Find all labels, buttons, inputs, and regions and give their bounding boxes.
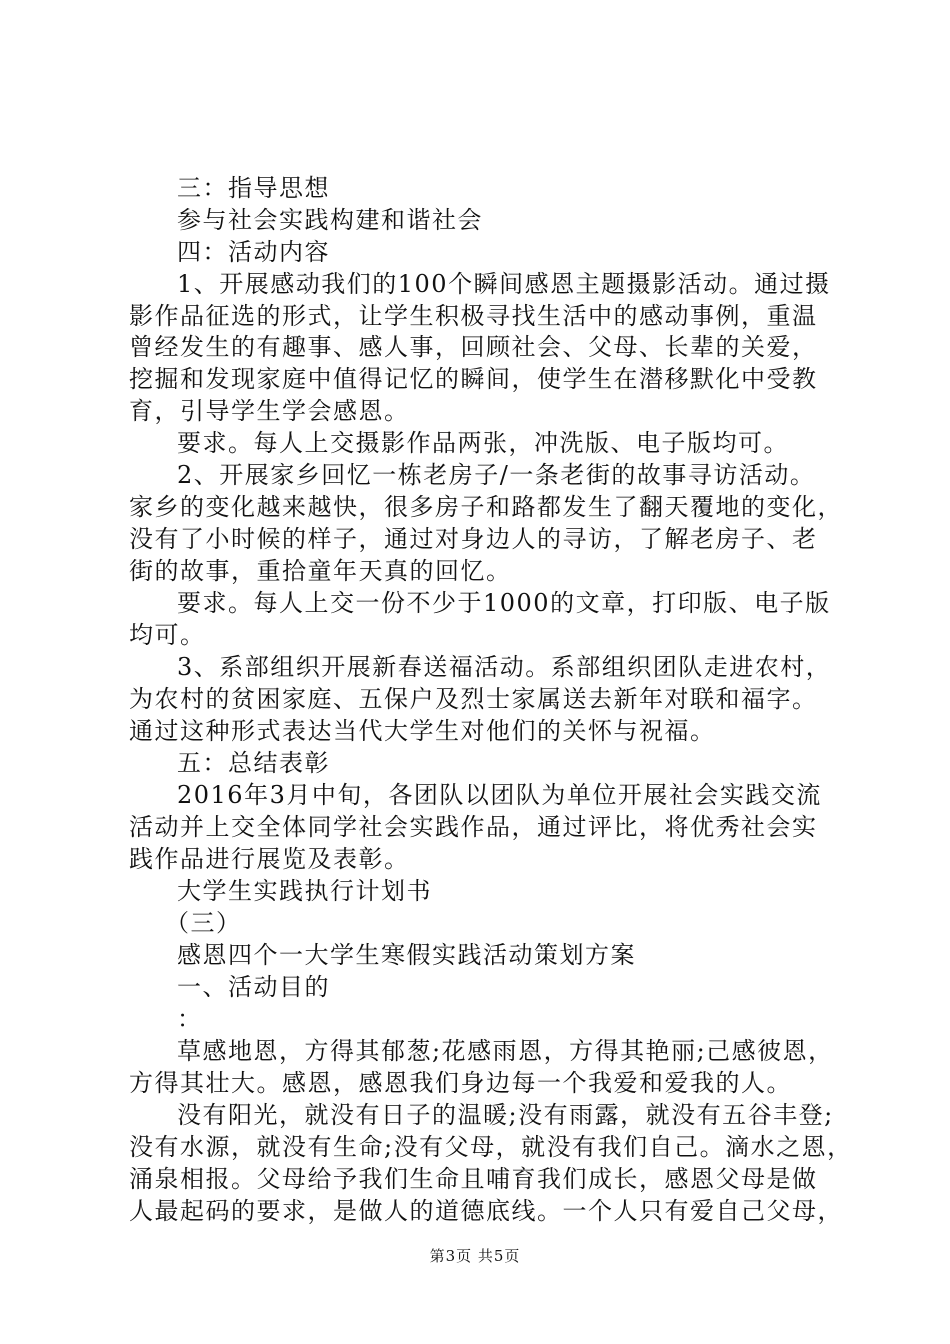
text-line: 3、系部组织开展新春送福活动。系部组织团队走进农村，	[177, 653, 832, 681]
text-line: 践作品进行展览及表彰。	[129, 845, 410, 873]
text-line: 育，引导学生学会感恩。	[129, 397, 410, 425]
heading-summary: 五：总结表彰	[177, 749, 330, 777]
text-line: 1、开展感动我们的100个瞬间感恩主题摄影活动。通过摄	[177, 270, 831, 298]
text-line: （三）	[165, 909, 242, 937]
text-line: 方得其壮大。感恩，感恩我们身边每一个我爱和爱我的人。	[129, 1069, 792, 1097]
text-line: 2、开展家乡回忆一栋老房子/一条老街的故事寻访活动。	[177, 461, 816, 489]
text-line: 大学生实践执行计划书	[177, 877, 432, 905]
heading-activity-content: 四：活动内容	[177, 238, 330, 266]
text-line: 街的故事，重拾童年天真的回忆。	[129, 557, 512, 585]
text-line: 没有了小时候的样子，通过对身边人的寻访，了解老房子、老	[129, 525, 818, 553]
text-line: 影作品征选的形式，让学生积极寻找生活中的感动事例，重温	[129, 302, 818, 330]
text-line: 草感地恩，方得其郁葱;花感雨恩，方得其艳丽;己感彼恩，	[177, 1037, 834, 1065]
text-line: 参与社会实践构建和谐社会	[177, 206, 483, 234]
text-line: 家乡的变化越来越快，很多房子和路都发生了翻天覆地的变化，	[129, 493, 843, 521]
text-line: 2016年3月中旬，各团队以团队为单位开展社会实践交流	[177, 781, 822, 809]
heading-activity-purpose: 一、活动目的	[177, 973, 330, 1001]
text-line: 没有水源，就没有生命;没有父母，就没有我们自己。滴水之恩，	[129, 1133, 853, 1161]
text-line: 曾经发生的有趣事、感人事，回顾社会、父母、长辈的关爱，	[129, 333, 818, 361]
text-line: 挖掘和发现家庭中值得记忆的瞬间，使学生在潜移默化中受教	[129, 365, 818, 393]
section-title: 感恩四个一大学生寒假实践活动策划方案	[177, 941, 636, 969]
text-line: 要求。每人上交一份不少于1000的文章，打印版、电子版	[177, 589, 831, 617]
text-line: 通过这种形式表达当代大学生对他们的关怀与祝福。	[129, 717, 716, 745]
text-line: 均可。	[129, 621, 206, 649]
text-line: ：	[177, 1005, 203, 1033]
text-line: 活动并上交全体同学社会实践作品，通过评比，将优秀社会实	[129, 813, 818, 841]
text-line: 没有阳光，就没有日子的温暖;没有雨露，就没有五谷丰登;	[177, 1101, 834, 1129]
text-line: 要求。每人上交摄影作品两张，冲洗版、电子版均可。	[177, 429, 789, 457]
heading-guiding-idea: 三：指导思想	[177, 174, 330, 202]
text-line: 人最起码的要求，是做人的道德底线。一个人只有爱自己父母，	[129, 1197, 843, 1225]
text-line: 涌泉相报。父母给予我们生命且哺育我们成长，感恩父母是做	[129, 1165, 818, 1193]
page-number-footer: 第3页 共5页	[429, 1247, 521, 1265]
text-line: 为农村的贫困家庭、五保户及烈士家属送去新年对联和福字。	[129, 685, 818, 713]
